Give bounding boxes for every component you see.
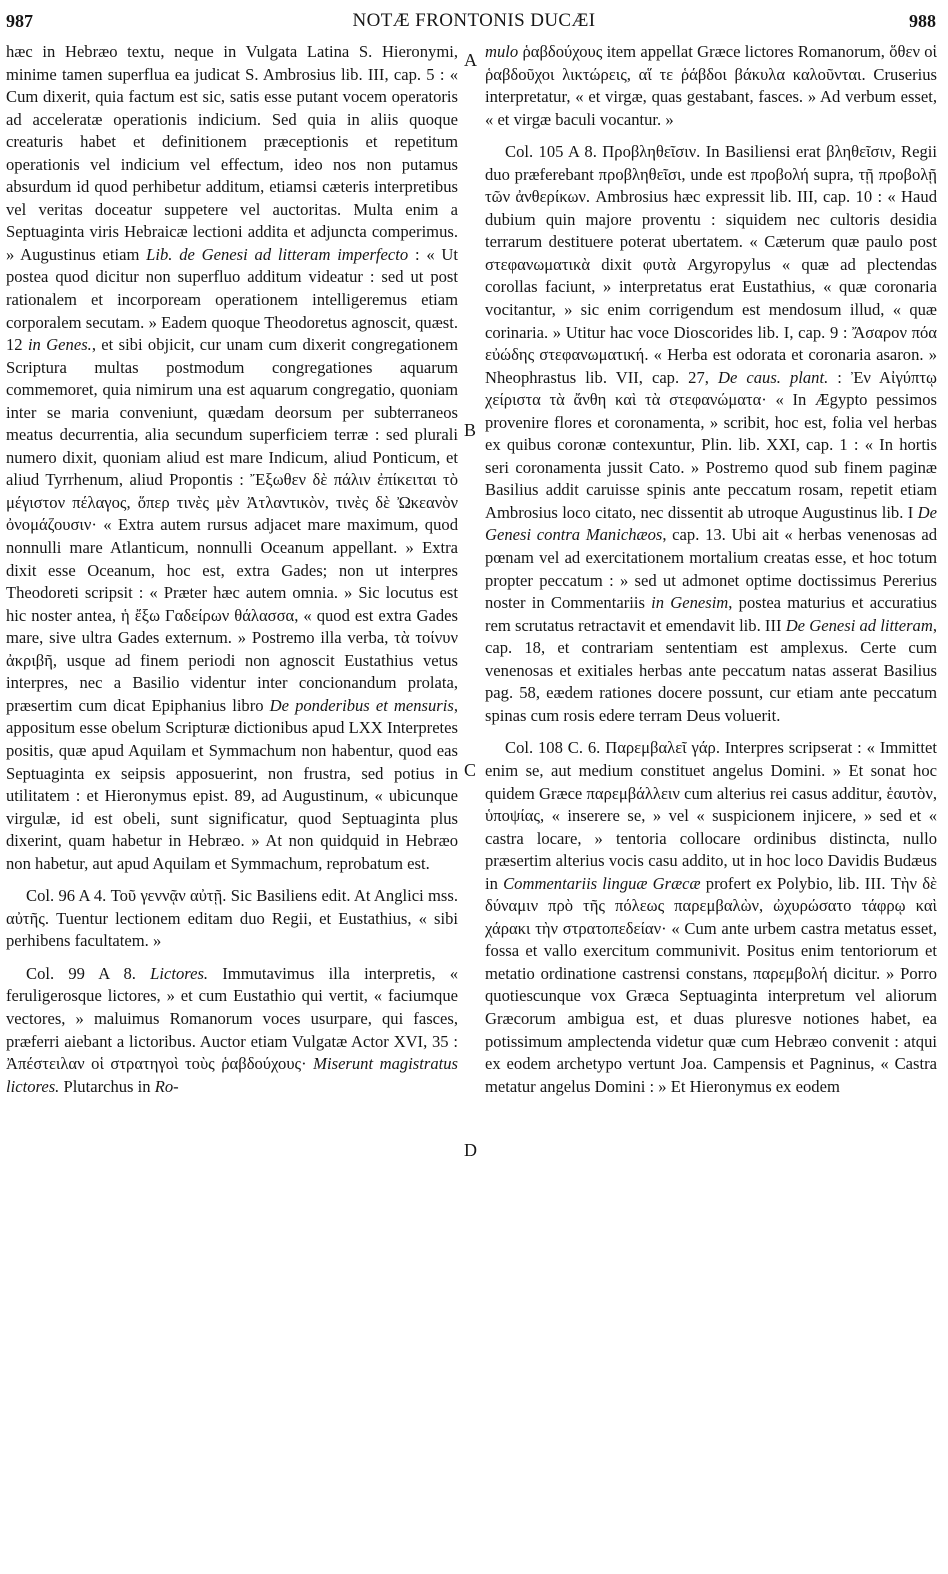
margin-marker-a: A <box>464 50 477 70</box>
italic-lemma: Lictores. <box>150 963 209 983</box>
italic-title: De Genesi contra Manichæos <box>485 502 937 545</box>
text-run: , et sibi objicit, cur unam cum dixerit congregationem Scriptura multas postmodum congregationes aquarum commemoret, quia nimirum una est aquarum congregatio, quoniam inter se maria conveniunt, quædam deorsum per subterraneos meatus decurrentia, alia secundum superficiem terræ : sed plurali numero dixit, quoniam aliud est mare Indicum, aliud Ponticum, et aliud Tyrrhenum, aliud Propontis : Ἔξωθεν δὲ πάλιν ἐπίκειται τὸ μέγιστον πέλαγος, ὅπερ τινὲς μὲν Ἀτλαντικὸν, τινὲς δὲ Ὠκεανὸν ὀνομάζουσιν· « Extra autem rursus adjacet mare maximum, quod nonnulli mare Atlanticum, nonnulli Oceanum appellant. » Extra dixit esse Oceanum, hoc est, extra Gades; non ut interpres Theodoreti scripsit : « Præter hæc autem omnia. » Sic locutus est hic noster antea, ἡ ἔξω Γαδείρων θάλασσα, « quod est extra Gades mare, sive ultra Gades externum. » Postremo illa verba, τὰ τοίνυν ἀκριβῆ, usque ad finem periodi non agnoscit Eustathius vetus interpres, nec a Basilio videntur inter concionandum prolata, præsertim cum dicat Epiphanius libro <box>6 335 458 715</box>
page-header <box>0 0 948 38</box>
margin-marker-c: C <box>464 760 477 780</box>
text-run: : Ἐν Αἰγύπτῳ χείριστα τὰ ἄνθη καὶ τὰ στεφανώματα· « In Ægypto pessimos provenire flores et coronamenta, » scribit, hoc est, folia vel herbas ex quibus coronæ contexuntur, Plin. lib. XXI, cap. 1 : « In hortis seri coronamenta jussit Cato. » Postremo quod sub finem paginæ Basilius addit caruisse spinis ante peccatum rosam, repetit etiam Ambrosius loco citato, nec dissentit ab utroque Augustinus lib. I <box>485 367 937 522</box>
text-run: hæc in Hebræo textu, neque in Vulgata Latina S. Hieronymi, minime tamen superflua ea judicat S. Ambrosius lib. III, cap. 5 : « Cum dixerit, quia factum est sic, satis esse putant vocem operatoris ad acceleratæ operationis indicium. Sed quia in aliis quoque creaturis habet et definitionem præceptionis et repetitum operationis vel indicium vel effectum, ideo nos non putamus absurdum id quod perhibetur additum, etiamsi cæteris interpretibus vel veritas doceatur suppetere vel auctoritas. Multa enim a Septuaginta viris Hebraicæ lectioni addita et adjuncta comperimus. » Augustinus etiam <box>6 42 458 264</box>
text-run: , cap. 18, et contrariam sententiam est amplexus. Certe cum venenosas et exitiales herbas ante peccatum natas asserat Basilius pag. 58, eædem rationes docere possunt, cur etiam ante peccatum spinas cum rosis edere terram Deus voluerit. <box>485 615 937 725</box>
italic-title: Lib. de Genesi ad litteram imperfecto <box>146 244 409 264</box>
text-run: Col. 108 C. 6. Παρεμβαλεῖ γάρ. Interpres scripserat : « Immittet enim se, aut medium constituet angelus Domini. » Et sonat hoc quidem Græce παρεμβάλλειν cum alterius rei casus additur, ἑαυτὸν, ὑποψίας, « inserere se, » vel « suspicionem injicere, » sed et « castra locare, » tentoria collocare ordinibus distincta, nullo præsertim alterius vocis casu addito, ut in hoc loco Davidis Budæus in <box>485 738 937 893</box>
paragraph <box>6 41 458 875</box>
text-run: Col. 99 A 8. <box>26 963 151 983</box>
paragraph: Col. 96 A 4. Τοῦ γεννᾷν αὐτῇ. Sic Basiliens edit. At Anglici mss. αὐτῆς. Tuentur lectionem editam duo Regii, et Eustathius, « sibi perhibens facultatem. » <box>6 886 458 951</box>
margin-marker-b: B <box>464 420 477 440</box>
paragraph <box>485 41 937 131</box>
right-column <box>485 41 937 1098</box>
text-run: profert ex Polybio, lib. III. Τὴν δὲ δύναμιν πρὸ τῆς πόλεως παρεμβαλὼν, ὠχυρώσατο τάφρῳ καὶ χάρακι τὴν στρατοπεδείαν· « Cum ante urbem castra metatus esset, fossa et vallo exercitum communivit. Positus enim tentoriorum et metatio ordinatione castrensi constans, παρεμβολή dicitur. » Porro quotiescunque vox Græca Septuaginta interpretum vel aliorum Græcorum ambigua est, et duas pluresve notiones habet, ea potissimum amplectenda videtur quæ cum Hebræo convenit : atqui ex eodem archetypo vertunt Joa. Campensis et Pagninus, « Castra metatur angelus Domini : » Et Hieronymus ex eodem <box>485 873 937 1096</box>
italic-title: De ponderibus et mensuris <box>269 695 454 715</box>
italic-quote: Miserunt magistratus lictores. <box>6 1054 458 1096</box>
text-run: , postea maturius et accuratius rem scrutatus retractavit et emendavit lib. III <box>485 593 937 635</box>
text-run: Immutavimus illa interpretis, « feruligerosque lictores, » et cum Eustathio qui vertit, « faciumque vectores, » maluimus Romanorum voces usurpare, qui fasces, præferri aiebant a lictoribus. Auctor etiam Vulgatæ Actor XVI, 35 : Ἀπέστειλαν οἱ στρατηγοὶ τοὺς ῥαβδούχους· <box>6 963 458 1074</box>
margin-marker-d: D <box>464 1140 477 1160</box>
text-run: , cap. 13. Ubi ait « herbas venenosas ad pœnam vel ad exercitationem mortalium creatas esse, et hoc totum propter peccatum : » sed ut admonet optime doctissimus Pererius noster in Commentariis <box>485 525 937 613</box>
italic-title: De caus. plant. <box>717 367 829 387</box>
paragraph <box>6 963 458 1098</box>
paragraph <box>485 141 937 727</box>
text-run: : « Ut postea quod dicitur non superfluo additum videatur : sed ut post rationalem et incorpoream operationem intelligeremus etiam corporalem secutam. » Eadem quoque Theodoretus agnoscit, quæst. 12 <box>6 244 458 355</box>
left-column <box>6 41 458 1098</box>
paragraph <box>485 737 937 1098</box>
italic-title: in Genes. <box>27 335 92 355</box>
italic-title: in Genesim <box>651 593 729 613</box>
running-title: NOTÆ FRONTONIS DUCÆI <box>352 10 596 31</box>
italic-title: Ro- <box>154 1076 179 1096</box>
text-run: , appositum esse obelum Scripturæ dictionibus apud LXX Interpretes positis, quæ apud Aquilam et Symmachum non habentur, quod eas Septuaginta ex seipsis apposuerint, non frustra, sed potius in utilitatem : et Hieronymus epist. 89, ad Augustinum, « ubicunque virgulæ, id est obeli, sunt significatur, quod Septuaginta plus dixerint, quam habetur in Hebræo. » At non quidquid in Hebræo non habetur, aut apud Aquilam et Symmachum, reprobatum est. <box>6 695 458 873</box>
text-run: ῥαβδούχους item appellat Græce lictores Romanorum, ὅθεν οἱ ῥαβδοῦχοι λικτώρεις, αἵ τε ῥάβδοι βάκυλα καλοῦνται. Cruserius interpretatur, « et virgæ, quas gestabant, fasces. » Ad verbum esset, « et virgæ baculi vocantur. » <box>485 42 937 129</box>
text-run: Plutarchus in <box>59 1076 155 1096</box>
page-number-left: 987 <box>6 11 33 31</box>
page-number-right: 988 <box>909 11 936 31</box>
text-run: Col. 105 A 8. Προβληθεῖσιν. In Basiliensi erat βληθεῖσιν, Regii duo præferebant προβληθεῖσι, unde est προβολή supra, τῇ προβολῇ τῶν ἀνθερίκων. Ambrosius hæc expressit lib. III, cap. 10 : « Haud dubium quin majore proventu : siquidem nec cultoris desidia terrarum destituere poterat ubertatem. « Cæterum quæ paulo post στεφανωματικὰ dixit φυτὰ Argyropylus « quæ ad plectendas corollas faciunt, » interpretatus erat Eustathius, « quæ coronaria vocitantur, » sic enim corrigendum est mendosum illud, « quæ corinaria. » Utitur hac voce Dioscorides lib. I, cap. 9 : Ἄσαρον πόα εὐώδης στεφανωματική. « Herba est odorata et coronaria asaron. » Nheophrastus lib. VII, cap. 27, <box>485 142 937 387</box>
italic-title: De Genesi ad litteram <box>785 615 933 635</box>
italic-title: mulo <box>485 42 519 61</box>
italic-title: Commentariis linguæ Græcæ <box>503 873 701 893</box>
